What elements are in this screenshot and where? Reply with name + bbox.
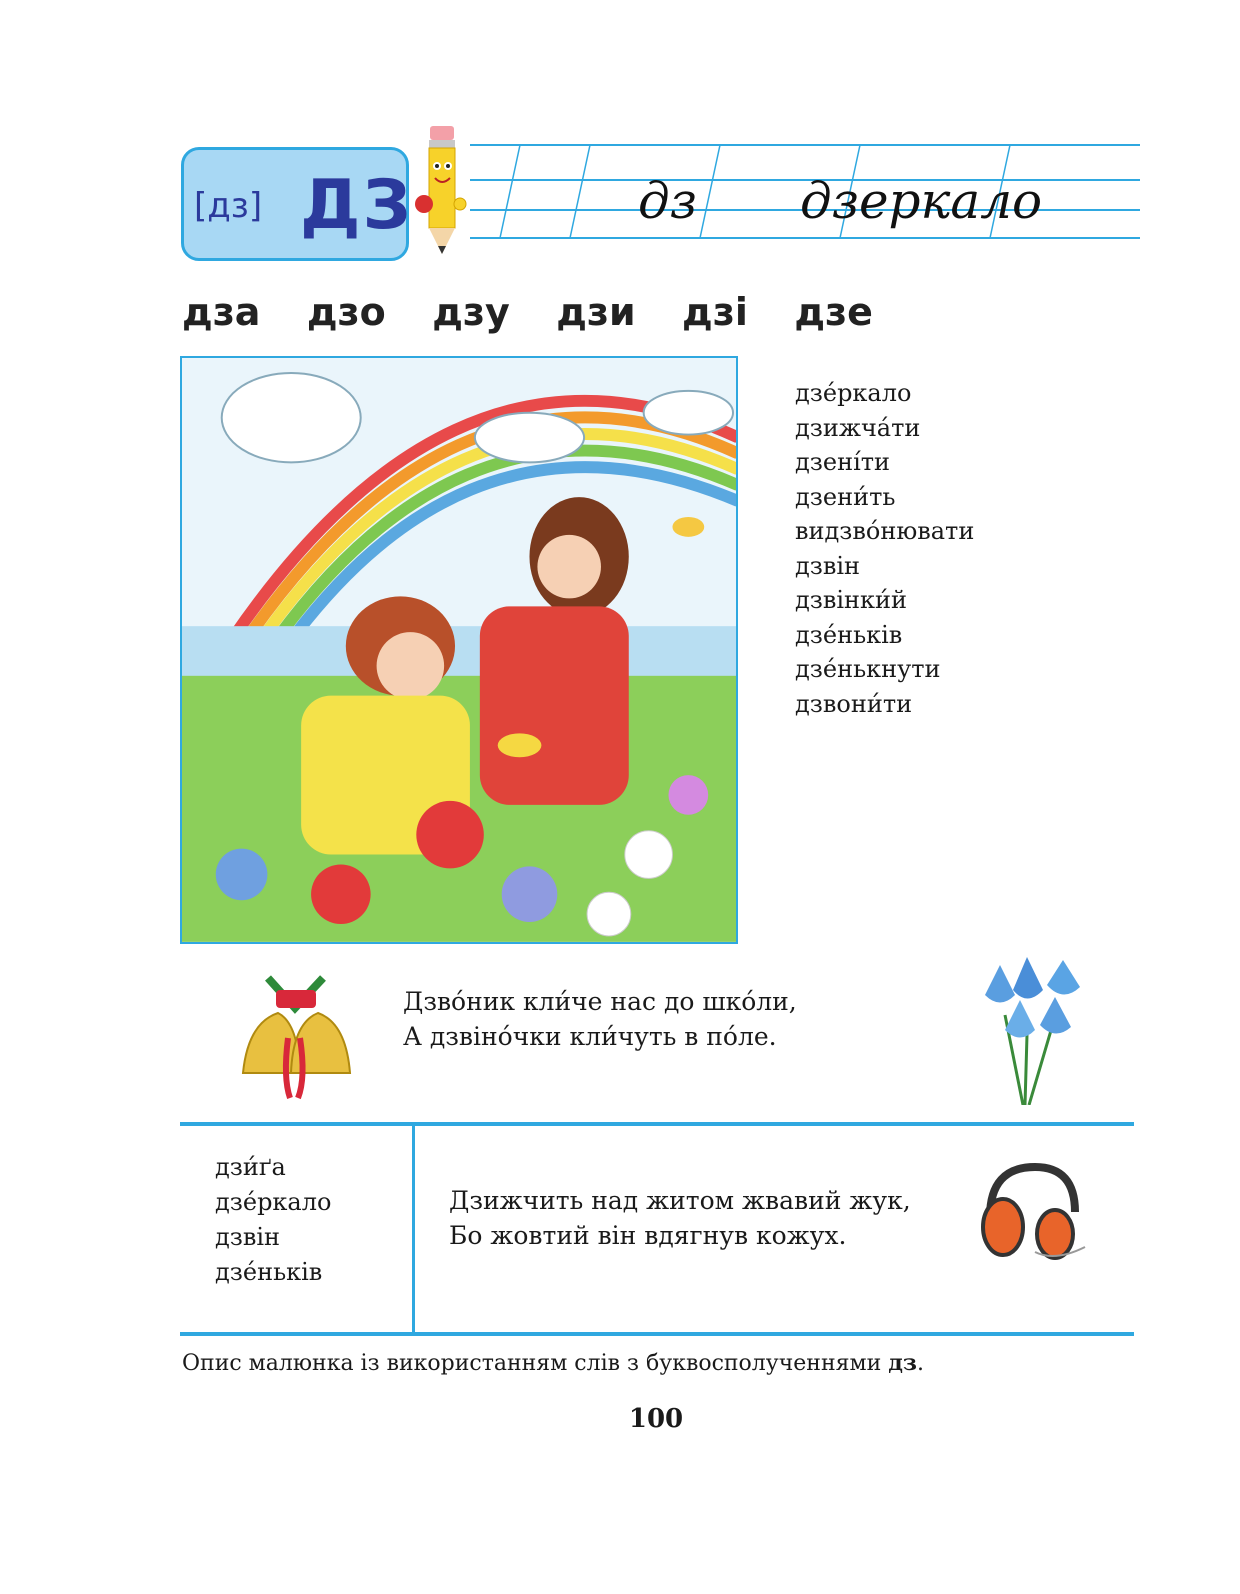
list-item: дзе́нькнути <box>795 655 941 683</box>
divider-top <box>180 1122 1134 1126</box>
list-item: видзво́нювати <box>795 517 975 545</box>
bell-icon <box>228 968 363 1103</box>
word-list <box>795 376 974 721</box>
headphones-icon <box>975 1162 1090 1267</box>
list-item: дзені́ти <box>795 448 891 476</box>
poem-line: Дзижчить над житом жвавий жук, <box>449 1186 911 1215</box>
list-item: дзвінки́й <box>795 586 908 614</box>
caption: Опис малюнка із використанням слів з буквосполученнями дз. <box>182 1350 924 1376</box>
divider-vertical <box>412 1126 415 1332</box>
cursive-word: дзеркало <box>800 172 1043 230</box>
poem-two <box>449 1183 911 1253</box>
phoneme-label: [дз] <box>194 186 263 226</box>
list-item: дзе́ньків <box>795 620 903 649</box>
poem-line: Бо жовтий він вдягнув кожух. <box>449 1221 847 1250</box>
cursive-letters: дз <box>638 172 697 230</box>
list-item: дзвін <box>795 551 861 580</box>
letter-title: ДЗ <box>300 166 413 245</box>
divider-bottom <box>180 1332 1134 1336</box>
pencil-mascot-icon <box>412 120 472 260</box>
poem-line: Дзво́ник кли́че нас до шко́ли, <box>403 987 797 1016</box>
list-item: дзени́ть <box>795 482 896 511</box>
bellflower-icon <box>965 955 1095 1105</box>
poem-line: А дзвіно́чки кли́чуть в по́ле. <box>403 1022 777 1051</box>
syllables-line: дза дзо дзу дзи дзі дзе <box>182 290 873 334</box>
list-item: дзе́ркало <box>215 1188 332 1216</box>
page-number: 100 <box>628 1404 684 1434</box>
list-item: дзе́ньків <box>215 1258 323 1286</box>
word-list-two <box>215 1150 331 1290</box>
list-item: дзвін <box>215 1223 281 1251</box>
letter-badge <box>181 147 413 261</box>
list-item: дзижча́ти <box>795 413 921 442</box>
list-item: дзвони́ти <box>795 689 913 718</box>
poem-one <box>403 984 797 1054</box>
list-item: дзе́ркало <box>795 379 912 407</box>
children-meadow-illustration <box>180 356 738 944</box>
list-item: дзи́ґа <box>215 1153 286 1181</box>
